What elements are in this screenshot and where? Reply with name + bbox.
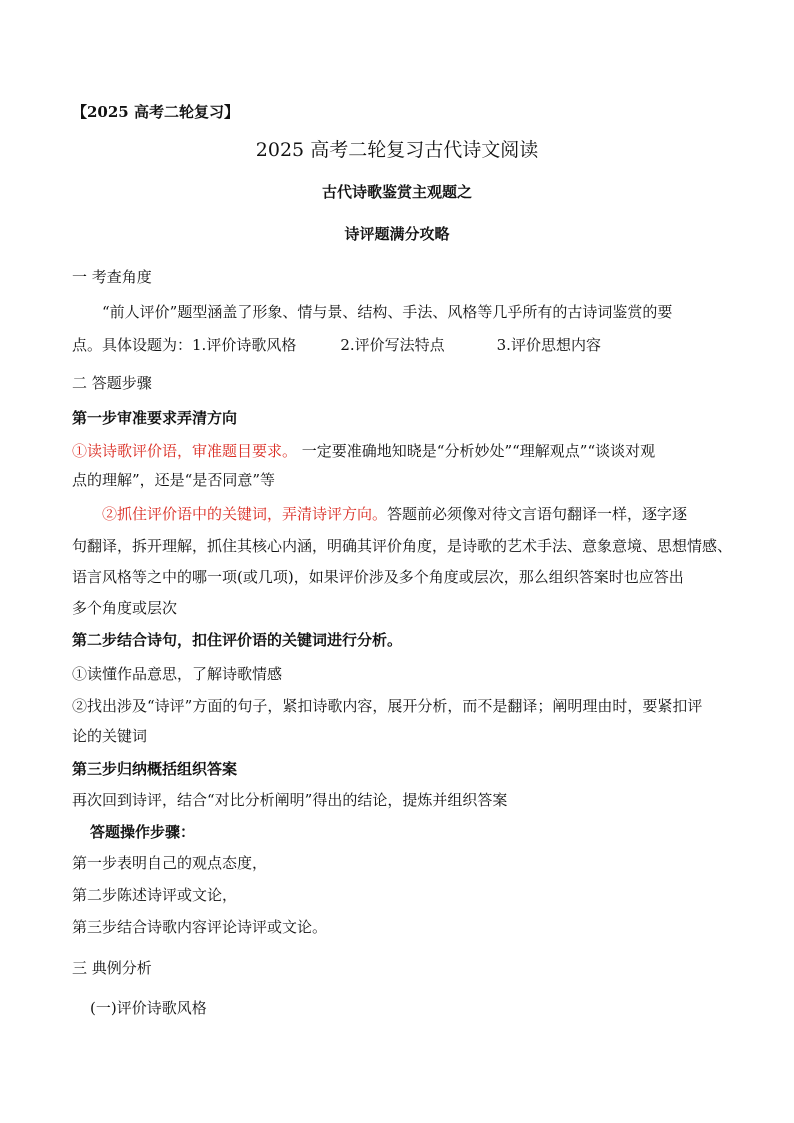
section1-prefix: 点。具体设题为：: [72, 336, 193, 354]
section1-paragraph-line2: [72, 335, 732, 355]
subtitle-1: 古代诗歌鉴赏主观题之: [321, 183, 472, 201]
header-tag: 【2025 高考二轮复习】: [72, 103, 239, 121]
step1-text2a: 答题前必须像对待文言语句翻译一样，逐字逐: [387, 505, 688, 523]
section1-item1: 1.评价诗歌风格: [192, 336, 297, 354]
step1-line3: [102, 504, 732, 524]
operation-steps-title: 答题操作步骤：: [90, 823, 196, 841]
step1-line6: 多个角度或层次: [72, 599, 178, 617]
section1-item3: 3.评价思想内容: [496, 336, 601, 354]
step1-line4: 句翻译，拆开理解，抓住其核心内涵，明确其评价角度，是诗歌的艺术手法、意象意境、思想情感、: [72, 537, 733, 555]
step1-red-text2: ②抓住评价语中的关键词，弄清诗评方向。: [102, 505, 388, 523]
step2-title: 第二步结合诗句，扣住评价语的关键词进行分析。: [72, 631, 403, 649]
section1-item2: 2.评价写法特点: [340, 336, 445, 354]
step3-text: 再次回到诗评，结合“对比分析阐明”得出的结论，提炼并组织答案: [72, 791, 508, 809]
step2-item2-line1: ②找出涉及“诗评”方面的句子，紧扣诗歌内容，展开分析，而不是翻译；阐明理由时，要紧扣评: [72, 697, 703, 715]
section1-heading: 一 考查角度: [72, 268, 152, 286]
section2-heading: 二 答题步骤: [72, 374, 152, 392]
step1-text1a: 一定要准确地知晓是“分析妙处”“理解观点”“谈谈对观: [297, 442, 656, 460]
page-title: 2025 高考二轮复习古代诗文阅读: [255, 139, 539, 161]
operation-step3: 第三步结合诗歌内容评论诗评或文论。: [72, 918, 328, 936]
step3-title: 第三步归纳概括组织答案: [72, 760, 238, 778]
step1-title: 第一步审准要求弄清方向: [72, 409, 238, 427]
section3-subheading: (一)评价诗歌风格: [90, 999, 207, 1017]
operation-step1: 第一步表明自己的观点态度，: [72, 854, 268, 872]
operation-step2: 第二步陈述诗评或文论，: [72, 886, 238, 904]
section1-paragraph-line1: “前人评价”题型涵盖了形象、情与景、结构、手法、风格等几乎所有的古诗词鉴赏的要: [102, 303, 673, 321]
step1-line1: [72, 441, 732, 461]
step1-line2: 点的理解”，还是“是否同意”等: [72, 471, 276, 489]
section3-heading: 三 典例分析: [72, 959, 152, 977]
step2-item1: ①读懂作品意思，了解诗歌情感: [72, 665, 283, 683]
step1-red-text1: ①读诗歌评价语，审准题目要求。: [72, 442, 298, 460]
subtitle-2: 诗评题满分攻略: [344, 225, 450, 243]
step2-item2-line2: 论的关键词: [72, 727, 148, 745]
step1-line5: 语言风格等之中的哪一项(或几项)，如果评价涉及多个角度或层次，那么组织答案时也应答出: [72, 568, 684, 586]
